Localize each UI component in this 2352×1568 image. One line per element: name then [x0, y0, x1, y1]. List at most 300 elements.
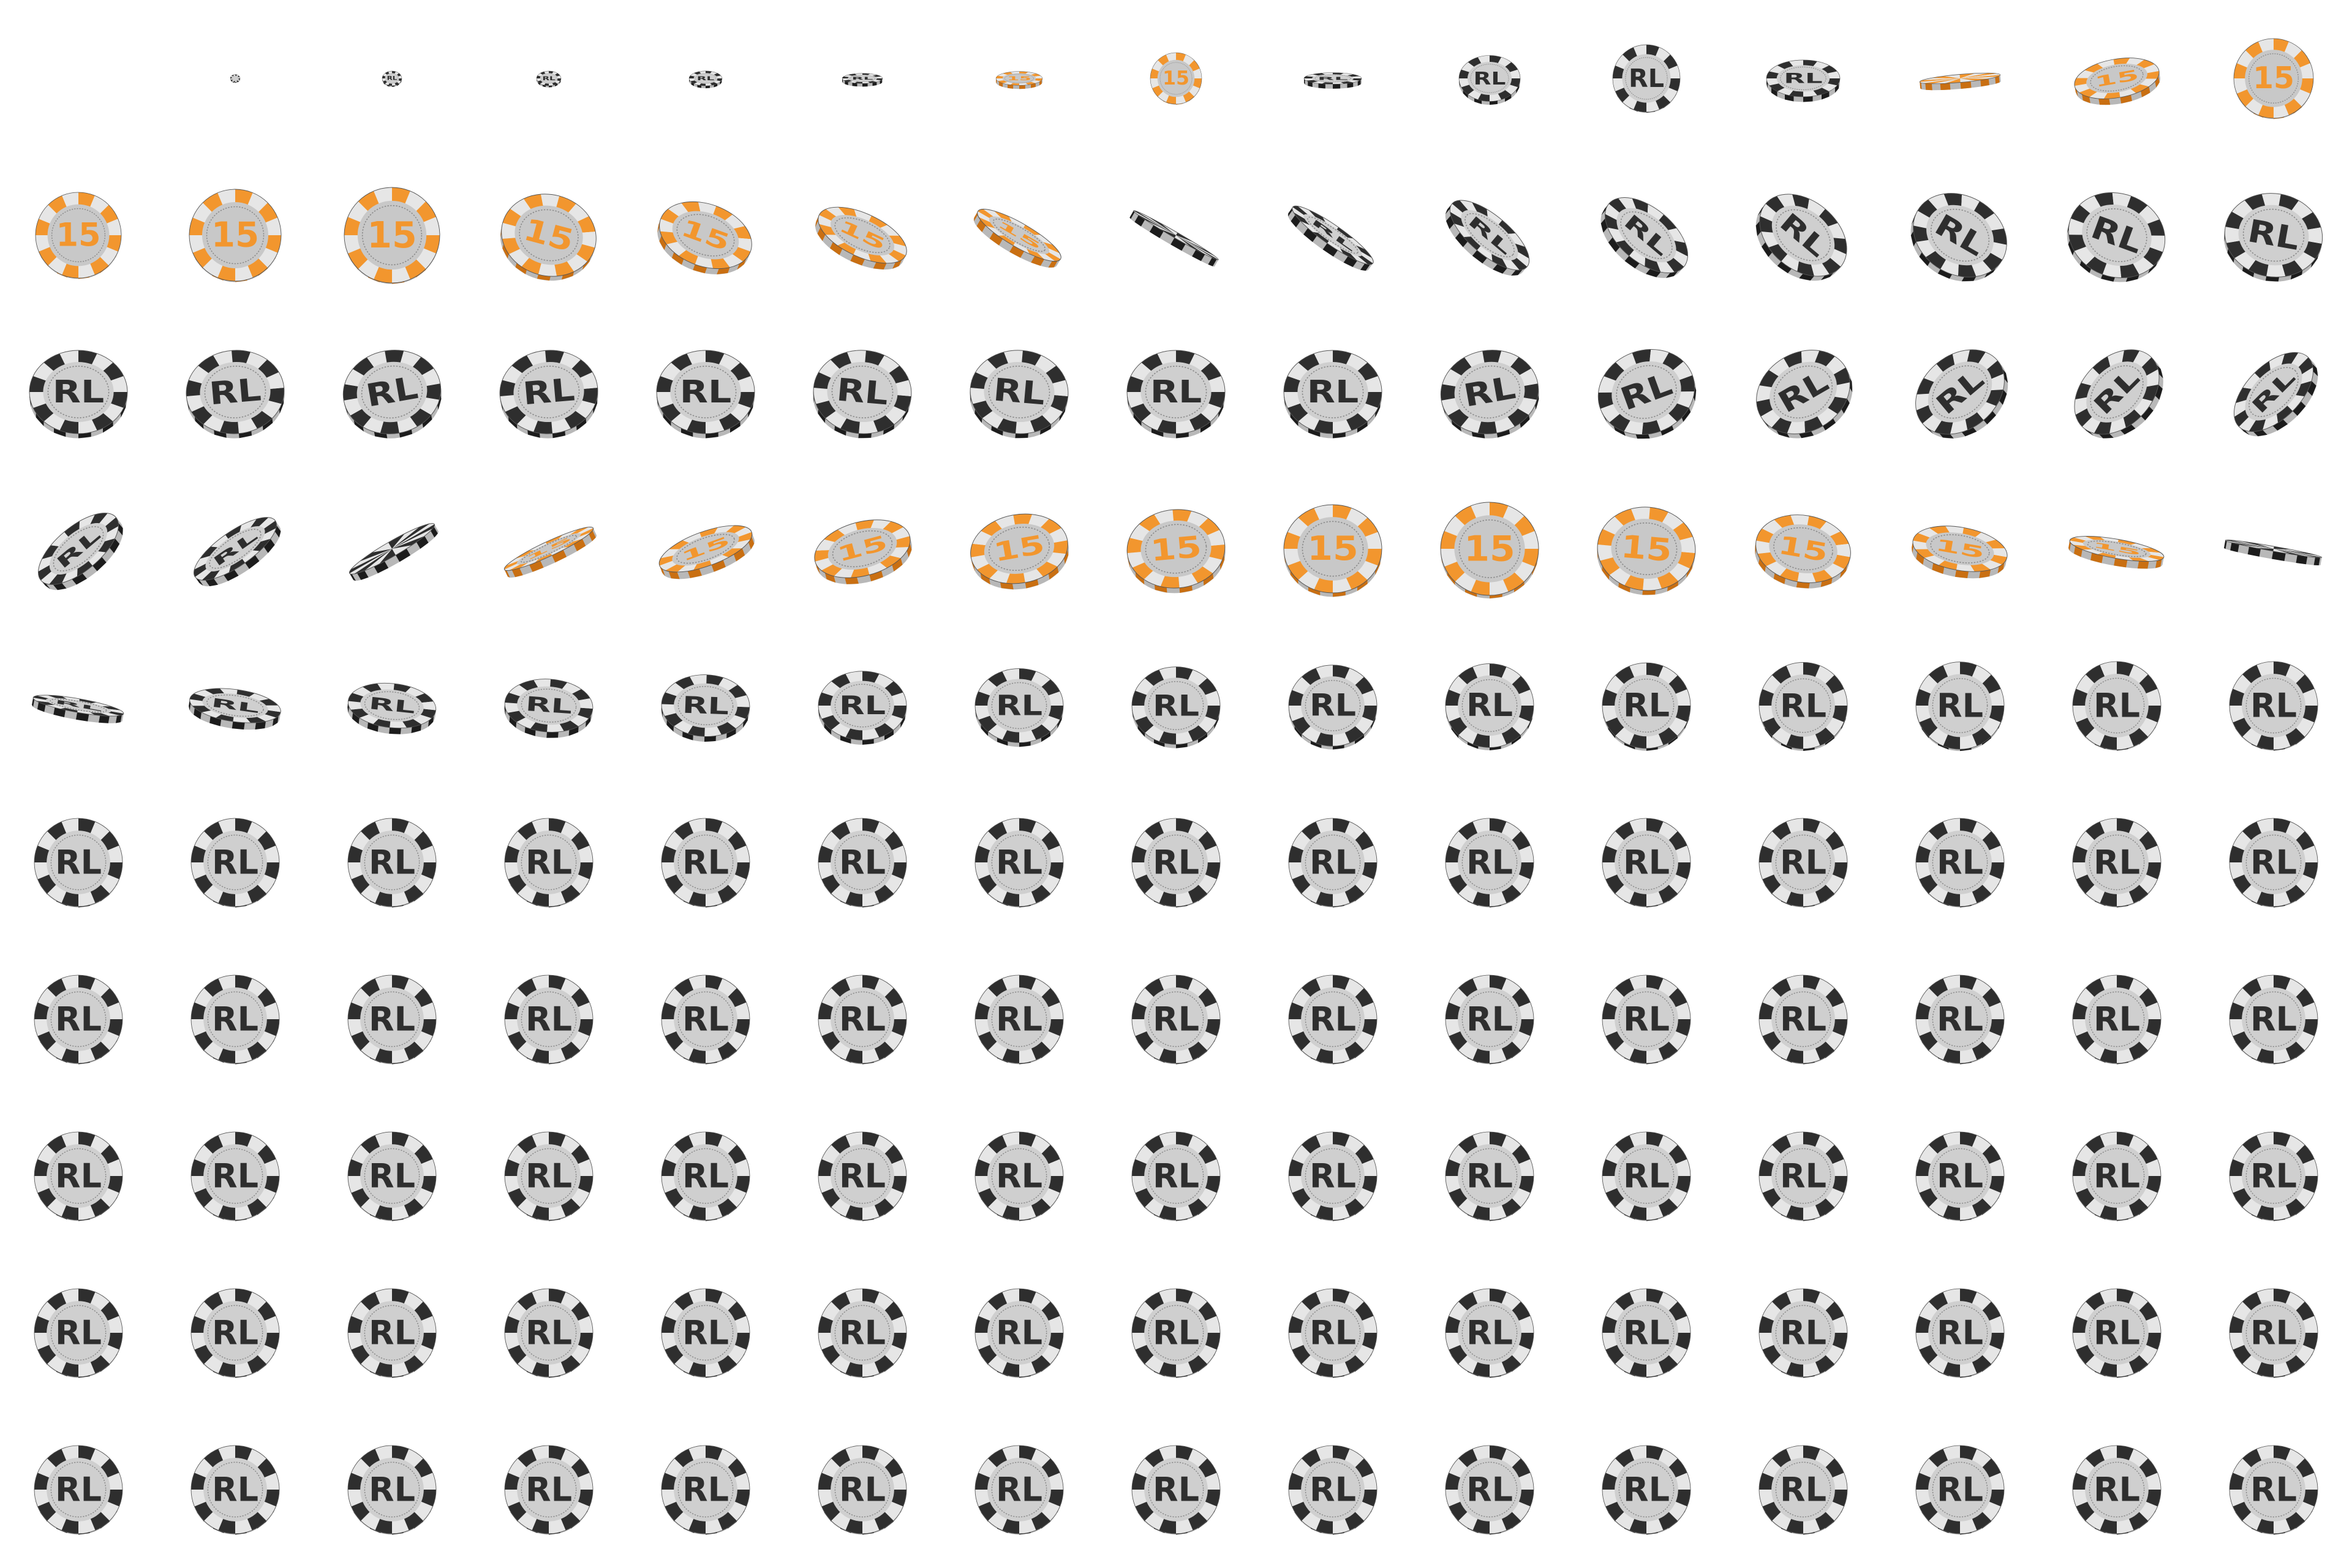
poker-chip-icon	[314, 941, 470, 1098]
sprite-frame	[1254, 1411, 1411, 1568]
chip-emblem-front: RL	[1466, 687, 1513, 724]
chip-emblem-front: RL	[682, 691, 729, 720]
chip-emblem-back: 15	[2093, 66, 2141, 91]
poker-chip-icon	[941, 627, 1098, 784]
chip-emblem-front: RL	[209, 527, 261, 570]
sprite-frame	[627, 314, 784, 470]
poker-chip-icon	[1568, 1411, 1725, 1568]
poker-chip-icon	[157, 1098, 314, 1254]
poker-chip-icon	[2038, 470, 2195, 627]
chip-emblem-front: RL	[682, 1156, 729, 1196]
poker-chip-icon	[1568, 314, 1725, 470]
sprite-frame	[1725, 1098, 1882, 1254]
chip-emblem-front: RL	[1310, 1000, 1356, 1039]
poker-chip-icon	[627, 627, 784, 784]
poker-chip-icon	[1098, 314, 1254, 470]
sprite-frame	[157, 1254, 314, 1411]
poker-chip-icon	[627, 1098, 784, 1254]
chip-emblem-front: RL	[1153, 1000, 1199, 1039]
sprite-frame	[157, 941, 314, 1098]
chip-emblem-front: RL	[1623, 687, 1670, 725]
chip-emblem-front: RL	[1153, 688, 1199, 723]
chip-emblem-front: RL	[1464, 212, 1515, 258]
poker-chip-icon	[1411, 941, 1568, 1098]
chip-emblem-front: RL	[2245, 213, 2302, 258]
chip-emblem-front: RL	[682, 1470, 729, 1509]
poker-chip-icon	[784, 1411, 941, 1568]
sprite-frame	[2038, 941, 2195, 1098]
sprite-frame	[1254, 627, 1411, 784]
sprite-frame	[1411, 1411, 1568, 1568]
chip-emblem-front: RL	[996, 689, 1042, 722]
sprite-frame	[941, 1254, 1098, 1411]
poker-chip-icon	[1725, 470, 1882, 627]
sprite-frame	[2195, 941, 2352, 1098]
poker-chip-icon	[784, 157, 941, 314]
sprite-frame	[1254, 470, 1411, 627]
chip-emblem-front: RL	[682, 1313, 729, 1352]
sprite-frame	[627, 1254, 784, 1411]
sprite-frame	[1254, 1098, 1411, 1254]
chip-emblem-front: RL	[839, 690, 886, 721]
chip-emblem-front: RL	[212, 1470, 258, 1509]
chip-emblem-front: RL	[1310, 843, 1356, 882]
sprite-frame	[941, 314, 1098, 470]
chip-emblem-front: RL	[212, 1156, 258, 1196]
sprite-frame	[1568, 470, 1725, 627]
poker-chip-icon	[1254, 470, 1411, 627]
chip-emblem-front: RL	[212, 1000, 258, 1039]
poker-chip-icon	[1411, 314, 1568, 470]
sprite-frame	[2195, 0, 2352, 157]
poker-chip-icon	[2038, 1098, 2195, 1254]
chip-emblem-front: RL	[1466, 1313, 1513, 1352]
sprite-frame	[470, 314, 627, 470]
chip-emblem-front: RL	[369, 1000, 415, 1039]
chip-side-stripe	[1319, 83, 1325, 88]
sprite-frame	[627, 157, 784, 314]
poker-chip-icon	[470, 627, 627, 784]
sprite-frame	[1725, 941, 1882, 1098]
poker-chip-icon	[1725, 0, 1882, 157]
sprite-frame	[0, 1411, 157, 1568]
poker-chip-icon	[1882, 1411, 2038, 1568]
sprite-frame	[2038, 1254, 2195, 1411]
sprite-frame	[470, 784, 627, 941]
chip-emblem-front: RL	[1153, 1313, 1199, 1352]
poker-chip-icon	[1098, 627, 1254, 784]
chip-emblem-front: RL	[210, 695, 260, 716]
sprite-frame	[1568, 1411, 1725, 1568]
sprite-frame	[1098, 627, 1254, 784]
poker-chip-icon	[1882, 1254, 2038, 1411]
poker-chip-icon	[627, 1411, 784, 1568]
chip-emblem-front: RL	[1623, 1000, 1670, 1039]
poker-chip-icon	[0, 314, 157, 470]
chip-emblem-front: RL	[2094, 843, 2140, 882]
sprite-frame	[1568, 0, 1725, 157]
chip-emblem-front: RL	[1153, 843, 1199, 882]
sprite-frame	[1882, 1098, 2038, 1254]
chip-emblem-back: 15	[1464, 528, 1515, 570]
chip-emblem-front: RL	[369, 843, 415, 882]
sprite-frame	[1568, 784, 1725, 941]
sprite-frame	[2195, 470, 2352, 627]
poker-chip-icon	[2195, 1254, 2352, 1411]
sprite-frame	[470, 0, 627, 157]
sprite-frame	[2195, 627, 2352, 784]
chip-side-stripe	[1940, 83, 1951, 91]
chip-emblem-front: RL	[2247, 365, 2301, 419]
chip-emblem-front: RL	[1929, 207, 1991, 263]
poker-chip-icon	[0, 941, 157, 1098]
chip-emblem-front: RL	[1619, 209, 1674, 261]
sprite-frame	[1568, 1098, 1725, 1254]
sprite-frame	[157, 314, 314, 470]
poker-chip-icon	[0, 1098, 157, 1254]
poker-chip-icon	[941, 157, 1098, 314]
sprite-frame	[1254, 0, 1411, 157]
poker-chip-icon	[1725, 157, 1882, 314]
chip-emblem-front: RL	[2087, 363, 2146, 421]
poker-chip-icon	[2038, 314, 2195, 470]
poker-chip-icon	[157, 784, 314, 941]
poker-chip-icon	[157, 470, 314, 627]
sprite-frame	[1411, 1098, 1568, 1254]
sprite-frame	[2038, 470, 2195, 627]
chip-emblem-front: RL	[992, 371, 1047, 413]
chip-emblem-back: 15	[991, 529, 1047, 568]
chip-emblem-back: 15	[834, 530, 891, 567]
poker-chip-icon	[1098, 1254, 1254, 1411]
chip-emblem-back: 15	[995, 218, 1044, 252]
poker-chip-icon	[2038, 0, 2195, 157]
chip-side-stripe	[1019, 85, 1025, 89]
chip-emblem-front: RL	[542, 75, 556, 82]
chip-emblem-front: RL	[1929, 363, 1991, 421]
sprite-frame	[1882, 314, 2038, 470]
chip-emblem-front: RL	[55, 1470, 102, 1509]
chip-emblem-front: RL	[2250, 686, 2297, 725]
poker-chip-icon	[0, 784, 157, 941]
sprite-frame	[157, 784, 314, 941]
sprite-frame	[627, 470, 784, 627]
chip-emblem-front: RL	[1937, 843, 1983, 882]
poker-chip-icon	[2195, 1098, 2352, 1254]
poker-chip-icon	[470, 1254, 627, 1411]
chip-emblem-front: RL	[682, 843, 729, 882]
sprite-frame	[1411, 784, 1568, 941]
chip-emblem-back: 15	[56, 216, 101, 254]
sprite-frame	[1254, 784, 1411, 941]
chip-emblem-back: 15	[520, 211, 578, 259]
poker-chip-icon	[0, 1411, 157, 1568]
poker-chip-icon	[1254, 784, 1411, 941]
sprite-frame	[314, 470, 470, 627]
poker-chip-icon	[1882, 784, 2038, 941]
chip-emblem-front: RL	[996, 1156, 1042, 1196]
chip-emblem-front: RL	[679, 374, 732, 410]
sprite-frame	[1098, 1098, 1254, 1254]
chip-emblem-front: RL	[682, 1000, 729, 1039]
sprite-frame	[157, 470, 314, 627]
chip-emblem-front: RL	[2094, 1156, 2140, 1196]
chip-emblem-front: RL	[54, 698, 103, 713]
poker-chip-icon	[784, 784, 941, 941]
chip-emblem-front: RL	[521, 371, 576, 413]
chip-emblem-back: 15	[211, 215, 260, 255]
sprite-frame	[2195, 314, 2352, 470]
sprite-frame	[941, 627, 1098, 784]
poker-chip-icon	[157, 941, 314, 1098]
chip-emblem-front: RL	[386, 75, 398, 82]
chip-emblem-front: RL	[839, 1470, 886, 1509]
chip-emblem-front: RL	[526, 1156, 572, 1196]
poker-chip-icon	[1254, 627, 1411, 784]
sprite-frame	[627, 0, 784, 157]
chip-emblem-front: RL	[2094, 686, 2140, 725]
poker-chip-icon	[1882, 157, 2038, 314]
sprite-frame	[784, 0, 941, 157]
sprite-frame	[1411, 1254, 1568, 1411]
poker-chip-icon	[1725, 941, 1882, 1098]
poker-chip-icon	[627, 157, 784, 314]
chip-emblem-front: RL	[1461, 369, 1518, 415]
poker-chip-icon	[1411, 0, 1568, 157]
poker-chip-icon	[941, 784, 1098, 941]
sprite-frame	[1098, 941, 1254, 1098]
sprite-frame	[1725, 0, 1882, 157]
poker-chip-icon	[2038, 1411, 2195, 1568]
sprite-frame	[1882, 941, 2038, 1098]
poker-chip-icon	[157, 157, 314, 314]
sprite-frame	[941, 157, 1098, 314]
chip-emblem-front: RL	[526, 1470, 572, 1509]
poker-chip-icon	[941, 941, 1098, 1098]
poker-chip-icon	[0, 627, 157, 784]
poker-chip-icon	[470, 470, 627, 627]
poker-chip-icon	[1725, 1254, 1882, 1411]
chip-emblem-front: RL	[996, 1313, 1042, 1352]
sprite-frame	[314, 941, 470, 1098]
sprite-frame	[1725, 627, 1882, 784]
sprite-frame	[157, 1098, 314, 1254]
poker-chip-icon	[1882, 627, 2038, 784]
chip-emblem-front: RL	[1623, 1313, 1670, 1352]
sprite-frame	[784, 941, 941, 1098]
poker-chip-icon	[314, 157, 470, 314]
poker-chip-icon	[470, 784, 627, 941]
poker-chip-icon	[627, 784, 784, 941]
poker-chip-icon	[314, 784, 470, 941]
poker-chip-icon	[941, 0, 1098, 157]
chip-emblem-front: RL	[212, 1313, 258, 1352]
chip-emblem-front: RL	[1310, 688, 1356, 723]
chip-emblem-front: RL	[524, 692, 573, 719]
sprite-frame	[784, 1098, 941, 1254]
sprite-frame	[2038, 627, 2195, 784]
poker-chip-icon	[1882, 314, 2038, 470]
chip-emblem-front: RL	[2250, 1156, 2297, 1196]
sprite-frame	[1568, 314, 1725, 470]
sprite-frame	[157, 627, 314, 784]
sprite-frame	[470, 1254, 627, 1411]
poker-chip-icon	[1254, 941, 1411, 1098]
poker-chip-icon	[1254, 0, 1411, 157]
poker-chip-icon	[0, 157, 157, 314]
sprite-frame	[627, 784, 784, 941]
sprite-frame	[1882, 1254, 2038, 1411]
chip-emblem-front: RL	[1306, 374, 1359, 410]
chip-emblem-back: 15	[1307, 529, 1359, 568]
poker-chip-icon	[1725, 627, 1882, 784]
sprite-frame	[2195, 1411, 2352, 1568]
chip-emblem-back: 15	[2091, 540, 2143, 557]
poker-chip-icon	[1725, 1098, 1882, 1254]
poker-chip-icon	[1882, 941, 2038, 1098]
chip-emblem-front: RL	[1623, 1470, 1670, 1509]
chip-emblem-back: 15	[679, 533, 733, 565]
poker-chip-icon	[2195, 941, 2352, 1098]
chip-emblem-front: RL	[2086, 209, 2147, 262]
chip-emblem-front: RL	[1937, 1000, 1983, 1039]
sprite-frame	[0, 941, 157, 1098]
sprite-frame	[0, 470, 157, 627]
sprite-frame	[1098, 314, 1254, 470]
poker-chip-icon	[1411, 157, 1568, 314]
chip-emblem-front: RL	[2094, 1000, 2140, 1039]
poker-chip-icon	[1568, 941, 1725, 1098]
sprite-frame	[2038, 784, 2195, 941]
sprite-frame	[1568, 941, 1725, 1098]
sprite-frame	[470, 1411, 627, 1568]
sprite-frame	[1882, 784, 2038, 941]
poker-chip-icon	[627, 314, 784, 470]
poker-chip-icon	[784, 627, 941, 784]
poker-chip-icon	[1254, 157, 1411, 314]
sprite-frame	[784, 1254, 941, 1411]
chip-emblem-back: 15	[1934, 535, 1986, 563]
chip-emblem-front: RL	[1616, 366, 1677, 418]
poker-chip-icon	[0, 0, 157, 157]
poker-chip-icon	[1882, 0, 2038, 157]
chip-face	[232, 75, 239, 81]
sprite-frame	[1411, 627, 1568, 784]
poker-chip-icon	[627, 0, 784, 157]
poker-chip-icon	[0, 1254, 157, 1411]
sprite-frame	[1882, 1411, 2038, 1568]
chip-emblem-front: RL	[1310, 1313, 1356, 1352]
chip-emblem-front: RL	[696, 75, 715, 82]
poker-chip-icon	[1411, 627, 1568, 784]
poker-chip-icon	[0, 470, 157, 627]
chip-emblem-front: RL	[2250, 1470, 2297, 1509]
chip-emblem-front: RL	[839, 843, 886, 882]
sprite-frame	[1254, 314, 1411, 470]
chip-emblem-front: RL	[208, 371, 263, 413]
chip-emblem-front: RL	[2250, 843, 2297, 882]
chip-emblem-front: RL	[1150, 374, 1202, 410]
chip-emblem-back: 15	[1776, 530, 1831, 568]
poker-chip-icon	[1882, 470, 2038, 627]
poker-chip-icon	[627, 1254, 784, 1411]
chip-emblem-front: RL	[52, 374, 105, 410]
chip-side-stripe	[1925, 83, 1932, 91]
sprite-frame	[2038, 0, 2195, 157]
poker-chip-icon	[157, 1411, 314, 1568]
poker-chip-icon	[157, 1254, 314, 1411]
chip-emblem-front: RL	[1937, 1470, 1983, 1509]
poker-chip-icon	[1411, 1254, 1568, 1411]
poker-chip-icon	[1411, 1098, 1568, 1254]
chip-emblem-front: RL	[363, 369, 421, 415]
sprite-frame	[784, 314, 941, 470]
poker-chip-icon	[1098, 784, 1254, 941]
chip-emblem-front: RL	[526, 843, 572, 882]
poker-chip-icon	[1568, 627, 1725, 784]
chip-emblem-front: RL	[55, 1313, 102, 1352]
chip-emblem-front: RL	[839, 1000, 886, 1039]
sprite-frame	[2038, 1098, 2195, 1254]
poker-chip-icon	[470, 0, 627, 157]
poker-chip-icon	[1411, 470, 1568, 627]
sprite-frame	[1098, 1411, 1254, 1568]
sprite-frame	[1725, 314, 1882, 470]
chip-emblem-front: RL	[1774, 207, 1833, 263]
poker-chip-icon	[784, 0, 941, 157]
chip-emblem-front: RL	[1780, 686, 1826, 725]
sprite-frame	[0, 1098, 157, 1254]
sprite-frame	[470, 157, 627, 314]
chip-emblem-front: RL	[55, 1000, 102, 1039]
sprite-frame	[0, 157, 157, 314]
chip-emblem-front: RL	[2094, 1470, 2140, 1509]
sprite-frame	[941, 1098, 1098, 1254]
sprite-frame	[1411, 941, 1568, 1098]
poker-chip-icon	[1725, 314, 1882, 470]
chip-emblem-front: RL	[55, 843, 102, 882]
chip-emblem-front: RL	[851, 76, 873, 81]
chip-emblem-front: RL	[1309, 217, 1357, 254]
poker-chip-icon	[1254, 1254, 1411, 1411]
chip-emblem-front: RL	[1153, 1470, 1199, 1509]
chip-emblem-front: RL	[996, 1470, 1042, 1509]
sprite-frame	[1725, 784, 1882, 941]
poker-chip-icon	[157, 314, 314, 470]
poker-chip-icon	[1568, 1098, 1725, 1254]
poker-chip-icon	[784, 314, 941, 470]
chip-emblem-front: RL	[1473, 68, 1506, 89]
sprite-frame	[1411, 470, 1568, 627]
chip-emblem-back: 15	[1148, 529, 1204, 568]
sprite-frame	[1098, 0, 1254, 157]
sprite-frame	[627, 1411, 784, 1568]
sprite-frame	[941, 1411, 1098, 1568]
chip-emblem-back: 15	[677, 214, 734, 257]
poker-chip-icon	[470, 1411, 627, 1568]
chip-emblem-front: RL	[1466, 1470, 1513, 1509]
poker-chip-icon	[1568, 0, 1725, 157]
sprite-frame	[1882, 627, 2038, 784]
poker-chip-icon	[470, 157, 627, 314]
poker-chip-icon	[2038, 1254, 2195, 1411]
sprite-frame	[0, 314, 157, 470]
poker-chip-icon	[314, 1098, 470, 1254]
chip-side-stripe	[862, 83, 868, 86]
chip-emblem-front: RL	[1780, 1000, 1826, 1039]
poker-chip-icon	[2195, 470, 2352, 627]
chip-emblem-front: RL	[839, 1313, 886, 1352]
